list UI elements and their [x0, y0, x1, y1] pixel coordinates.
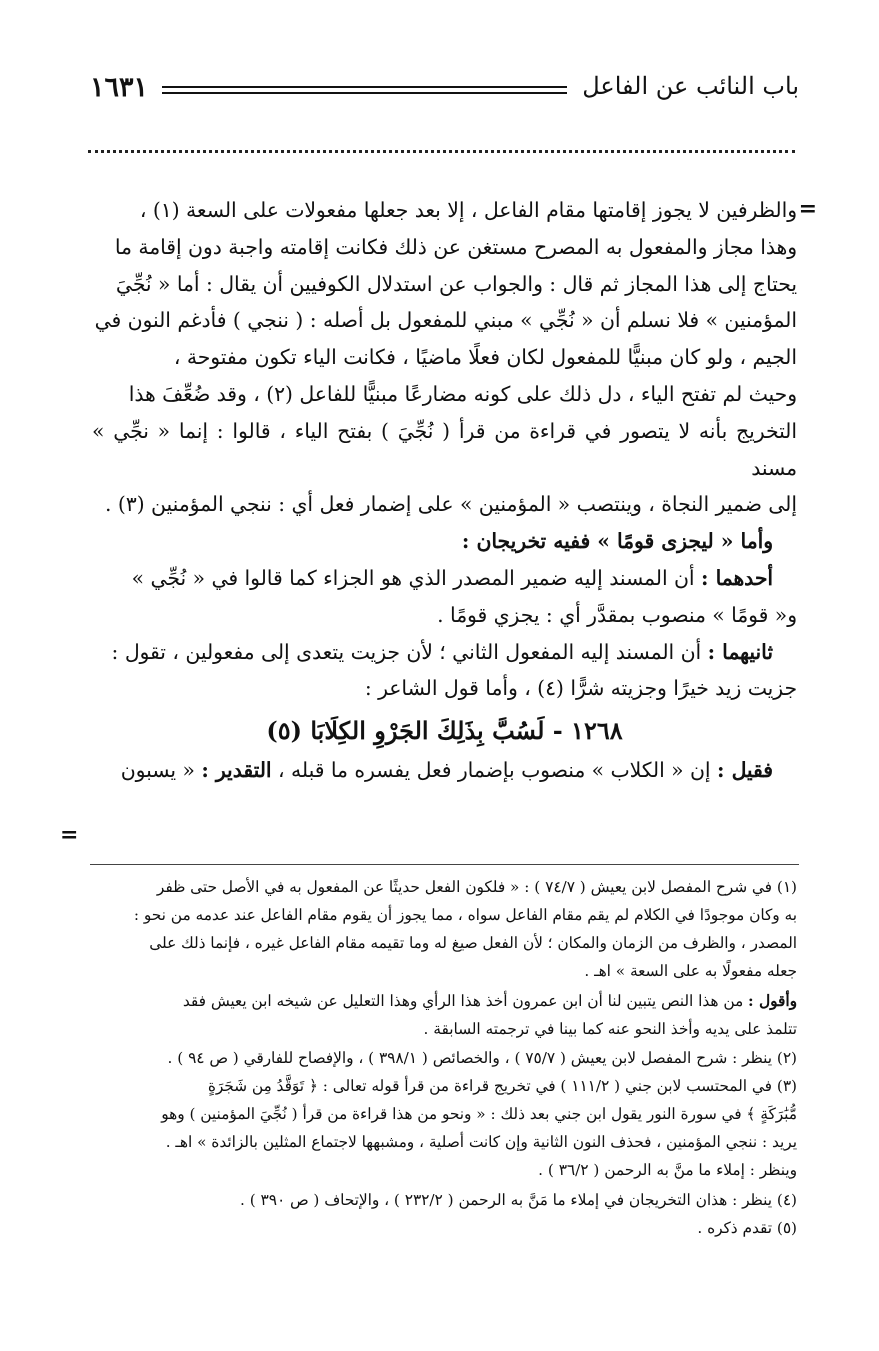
aqul-text: من هذا النص يتبين لنا أن ابن عمرون أخذ هذا الرأي وهذا التعليل عن شيخه ابن يعيش فقد: [182, 991, 744, 1010]
footnote-line: تتلمذ على يديه وأخذ النحو عنه كما بينا في ترجمته السابقة .: [423, 1019, 797, 1038]
dotted-separator: [88, 150, 795, 153]
second-reading-line: [92, 634, 797, 671]
footnote-line: المصدر ، والظرف من الزمان والمكان ؛ لأن الفعل صيغ له وما تقيمه مقام الفاعل غيره ، فإنما ذلك على: [149, 933, 797, 952]
footnote-line: به وكان موجودًا في الكلام لم يقم مقام الفاعل سواه ، مما يجوز أن يقوم مقام الفاعل عند عدمه من نحو :: [133, 905, 797, 924]
first-reading-label: أحدهما :: [701, 565, 773, 590]
footnote-line: يريد : ننجي المؤمنين ، فحذف النون الثانية وإن كانت أصلية ، ومشبهها لاجتماع المثلين بالزائدة » اهـ .: [165, 1133, 797, 1152]
footnote-line: (٣) في المحتسب لابن جني ( ١١١/٢ ) في تخريج قراءة من قرأ قوله تعالى : ﴿ تَوَقَّدُ مِن شَجَرَةٍ: [207, 1077, 797, 1096]
section-heading: وأما « ليجزى قومًا » ففيه تخريجان :: [461, 529, 773, 554]
last-label: فقيل :: [717, 757, 773, 782]
main-text: [92, 192, 797, 789]
footnote-line: وينظر : إملاء ما منَّ به الرحمن ( ٣٦/٢ ) .: [538, 1161, 797, 1180]
page-number: ١٦٣١: [90, 72, 149, 103]
aqul-label: وأقول :: [748, 991, 797, 1010]
header-double-rule: [162, 86, 567, 94]
paragraph-line: وهذا مجاز والمفعول به المصرح مستغن عن ذلك فكانت إقامته واجبة دون إقامة ما: [114, 234, 797, 259]
paragraph-line: التخريج بأنه لا يتصور في قراءة من قرأ ( نُجِّيَ ) بفتح الياء ، قالوا : إنما « نجِّي » مسند: [92, 418, 797, 480]
footnotes: [92, 874, 797, 1243]
paragraph-line: إلى ضمير النجاة ، وينتصب « المؤمنين » على إضمار فعل أي : ننجي المؤمنين (٣) .: [104, 492, 797, 517]
footnote-line: [92, 988, 797, 1016]
paragraph-line: المؤمنين » فلا نسلم أن « نُجِّي » مبني للمفعول بل أصله : ( ننجي ) فأدغم النون في: [94, 308, 797, 333]
footnote-separator: [90, 864, 799, 865]
second-reading-label: ثانيهما :: [707, 639, 773, 664]
footnote-line: مُّبَٰرَكَةٍ ﴾ في سورة النور يقول ابن جني بعد ذلك : « ونحو من هذا قراءة من قرأ ( نُجِّيَ المؤمنين ) وهو: [161, 1105, 797, 1124]
last-text-end: « يسبون: [120, 757, 195, 782]
paragraph-line: الجيم ، ولو كان مبنيًّا للمفعول لكان فعلًا ماضيًا ، فكانت الياء تكون مفتوحة ،: [173, 345, 797, 370]
last-text: إن « الكلاب » منصوب بإضمار فعل يفسره ما قبله ،: [278, 757, 711, 782]
first-reading-text: أن المسند إليه ضمير المصدر الذي هو الجزاء كما قالوا في « نُجِّي »: [131, 565, 695, 590]
paragraph-line: جزيت زيد خيرًا وجزيته شرًّا (٤) ، وأما قول الشاعر :: [364, 676, 797, 701]
taqdir-label: التقدير :: [201, 757, 272, 782]
paragraph-line: وحيث لم تفتح الياء ، دل ذلك على كونه مضارعًا مبنيًّا للفاعل (٢) ، وقد ضُعِّفَ هذا: [128, 381, 797, 406]
second-reading-text: أن المسند إليه المفعول الثاني ؛ لأن جزيت يتعدى إلى مفعولين ، تقول :: [111, 639, 702, 664]
paragraph-line: والظرفين لا يجوز إقامتها مقام الفاعل ، إلا بعد جعلها مفعولات على السعة (١) ،: [139, 198, 797, 222]
footnote-line: (١) في شرح المفصل لابن يعيش ( ٧٤/٧ ) : « فلكون الفعل حديثًا عن المفعول به في الأصل حتى ظفر: [156, 878, 797, 896]
footnote-4: (٤) ينظر : هذان التخريجان في إملاء ما مَنَّ به الرحمن ( ٢٣٢/٢ ) ، والإتحاف ( ص ٣٩٠ ) .: [239, 1190, 797, 1209]
footnote-2: (٢) ينظر : شرح المفصل لابن يعيش ( ٧٥/٧ ) ، والخصائص ( ٣٩٨/١ ) ، والإفصاح للفارقي ( ص ٩٤ ) .: [167, 1049, 797, 1068]
paragraph-line: و« قومًا » منصوب بمقدَّر أي : يجزي قومًا .: [437, 602, 797, 627]
continuation-mark-top: =: [798, 196, 817, 222]
paragraph-line: يحتاج إلى هذا المجاز ثم قال : والجواب عن استدلال الكوفيين أن يقال : أما « نُجِّيَ: [115, 271, 797, 296]
footnote-line: جعله مفعولًا به على السعة » اهـ .: [584, 961, 797, 980]
poetry-verse: ١٢٦٨ - لَسُبَّ بِذَلِكَ الجَرْوِ الكِلَابَا (٥): [266, 716, 623, 746]
chapter-title: باب النائب عن الفاعل: [582, 72, 799, 100]
last-line: [92, 752, 797, 789]
first-reading-line: [92, 560, 797, 597]
footnote-5: (٥) تقدم ذكره .: [697, 1218, 797, 1237]
running-header: [90, 72, 799, 112]
continuation-mark-bottom: =: [60, 822, 79, 848]
